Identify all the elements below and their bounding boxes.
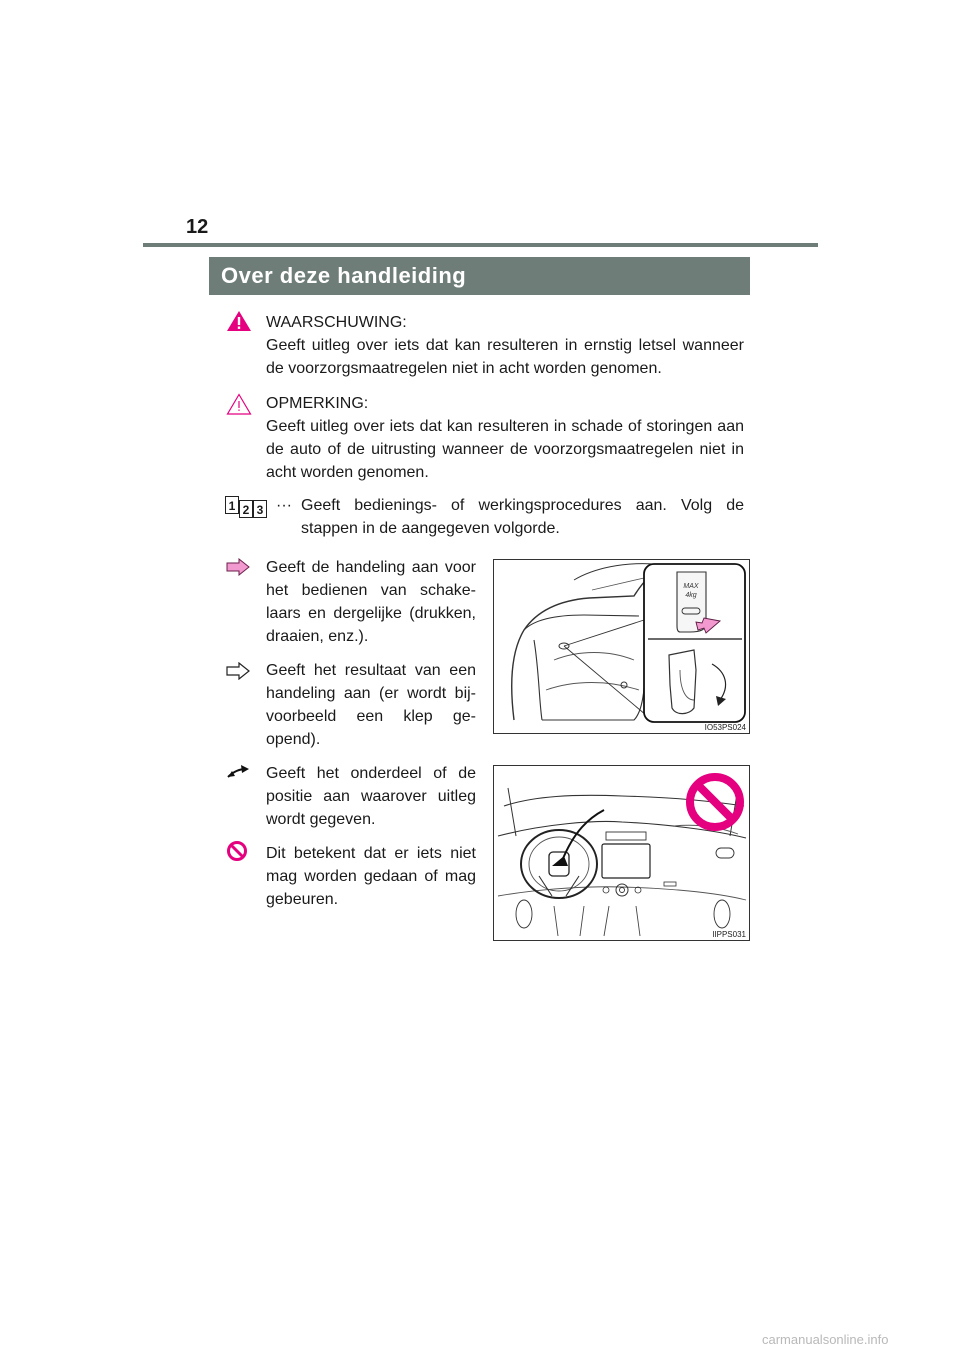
action-arrow-text: Geeft de handeling aan voor het bedienen van schake-laars en dergelijke (drukken, draaien, enz.). [266,559,476,645]
step-box-2: 2 [239,500,253,518]
notice-entry [266,392,744,484]
trunk-drawing [494,560,749,733]
hook-kg-label: 4kg [685,592,697,599]
dashboard-illustration [493,765,750,941]
section-title: Over deze handleiding [209,257,750,295]
step-box-1: 1 [225,496,239,514]
warning-text: Geeft uitleg over iets dat kan resulteren in ernstig letsel wanneer de voorzorgsmaatregelen niet in acht worden genomen. [266,337,744,377]
warning-entry [266,311,744,380]
prohibited-text: Dit betekent dat er iets niet mag worden gedaan of mag gebeuren. [266,845,476,908]
pointer-text: Geeft het onderdeel of de positie aan waarover uitleg wordt gegeven. [266,765,476,828]
dashboard-figure-code: IIPPS031 [712,930,746,939]
result-arrow-text: Geeft het resultaat van een handeling aan (er wordt bij-voorbeeld een klep ge-opend). [266,662,476,748]
steps-text: Geeft bedienings- of werkingsprocedures aan. Volg de stappen in de aangegeven volgorde. [301,497,744,537]
watermark: carmanualsonline.info [762,1332,889,1347]
result-arrow-icon [226,662,250,680]
action-arrow-icon [226,558,250,576]
notice-text: Geeft uitleg over iets dat kan resulteren in schade of storingen aan de auto of de uitrusting wanneer de voorzorgsmaatregelen niet in acht worden genomen. [266,418,744,481]
notice-title: OPMERKING: [266,395,369,412]
pointer-arrow-icon [226,765,250,779]
dashboard-drawing [494,766,749,940]
top-rule [143,243,818,247]
steps-icon [225,496,275,518]
warning-triangle-filled-icon [226,310,252,332]
warning-title: WAARSCHUWING: [266,314,407,331]
prohibited-icon [226,840,248,862]
step-box-3: 3 [253,500,267,518]
page-number: 12 [186,216,209,238]
trunk-figure-code: IO53PS024 [704,723,746,732]
hook-max-label: MAX [683,583,699,590]
caution-triangle-outline-icon [226,393,252,415]
trunk-illustration [493,559,750,734]
steps-ellipsis: ··· [276,497,292,514]
